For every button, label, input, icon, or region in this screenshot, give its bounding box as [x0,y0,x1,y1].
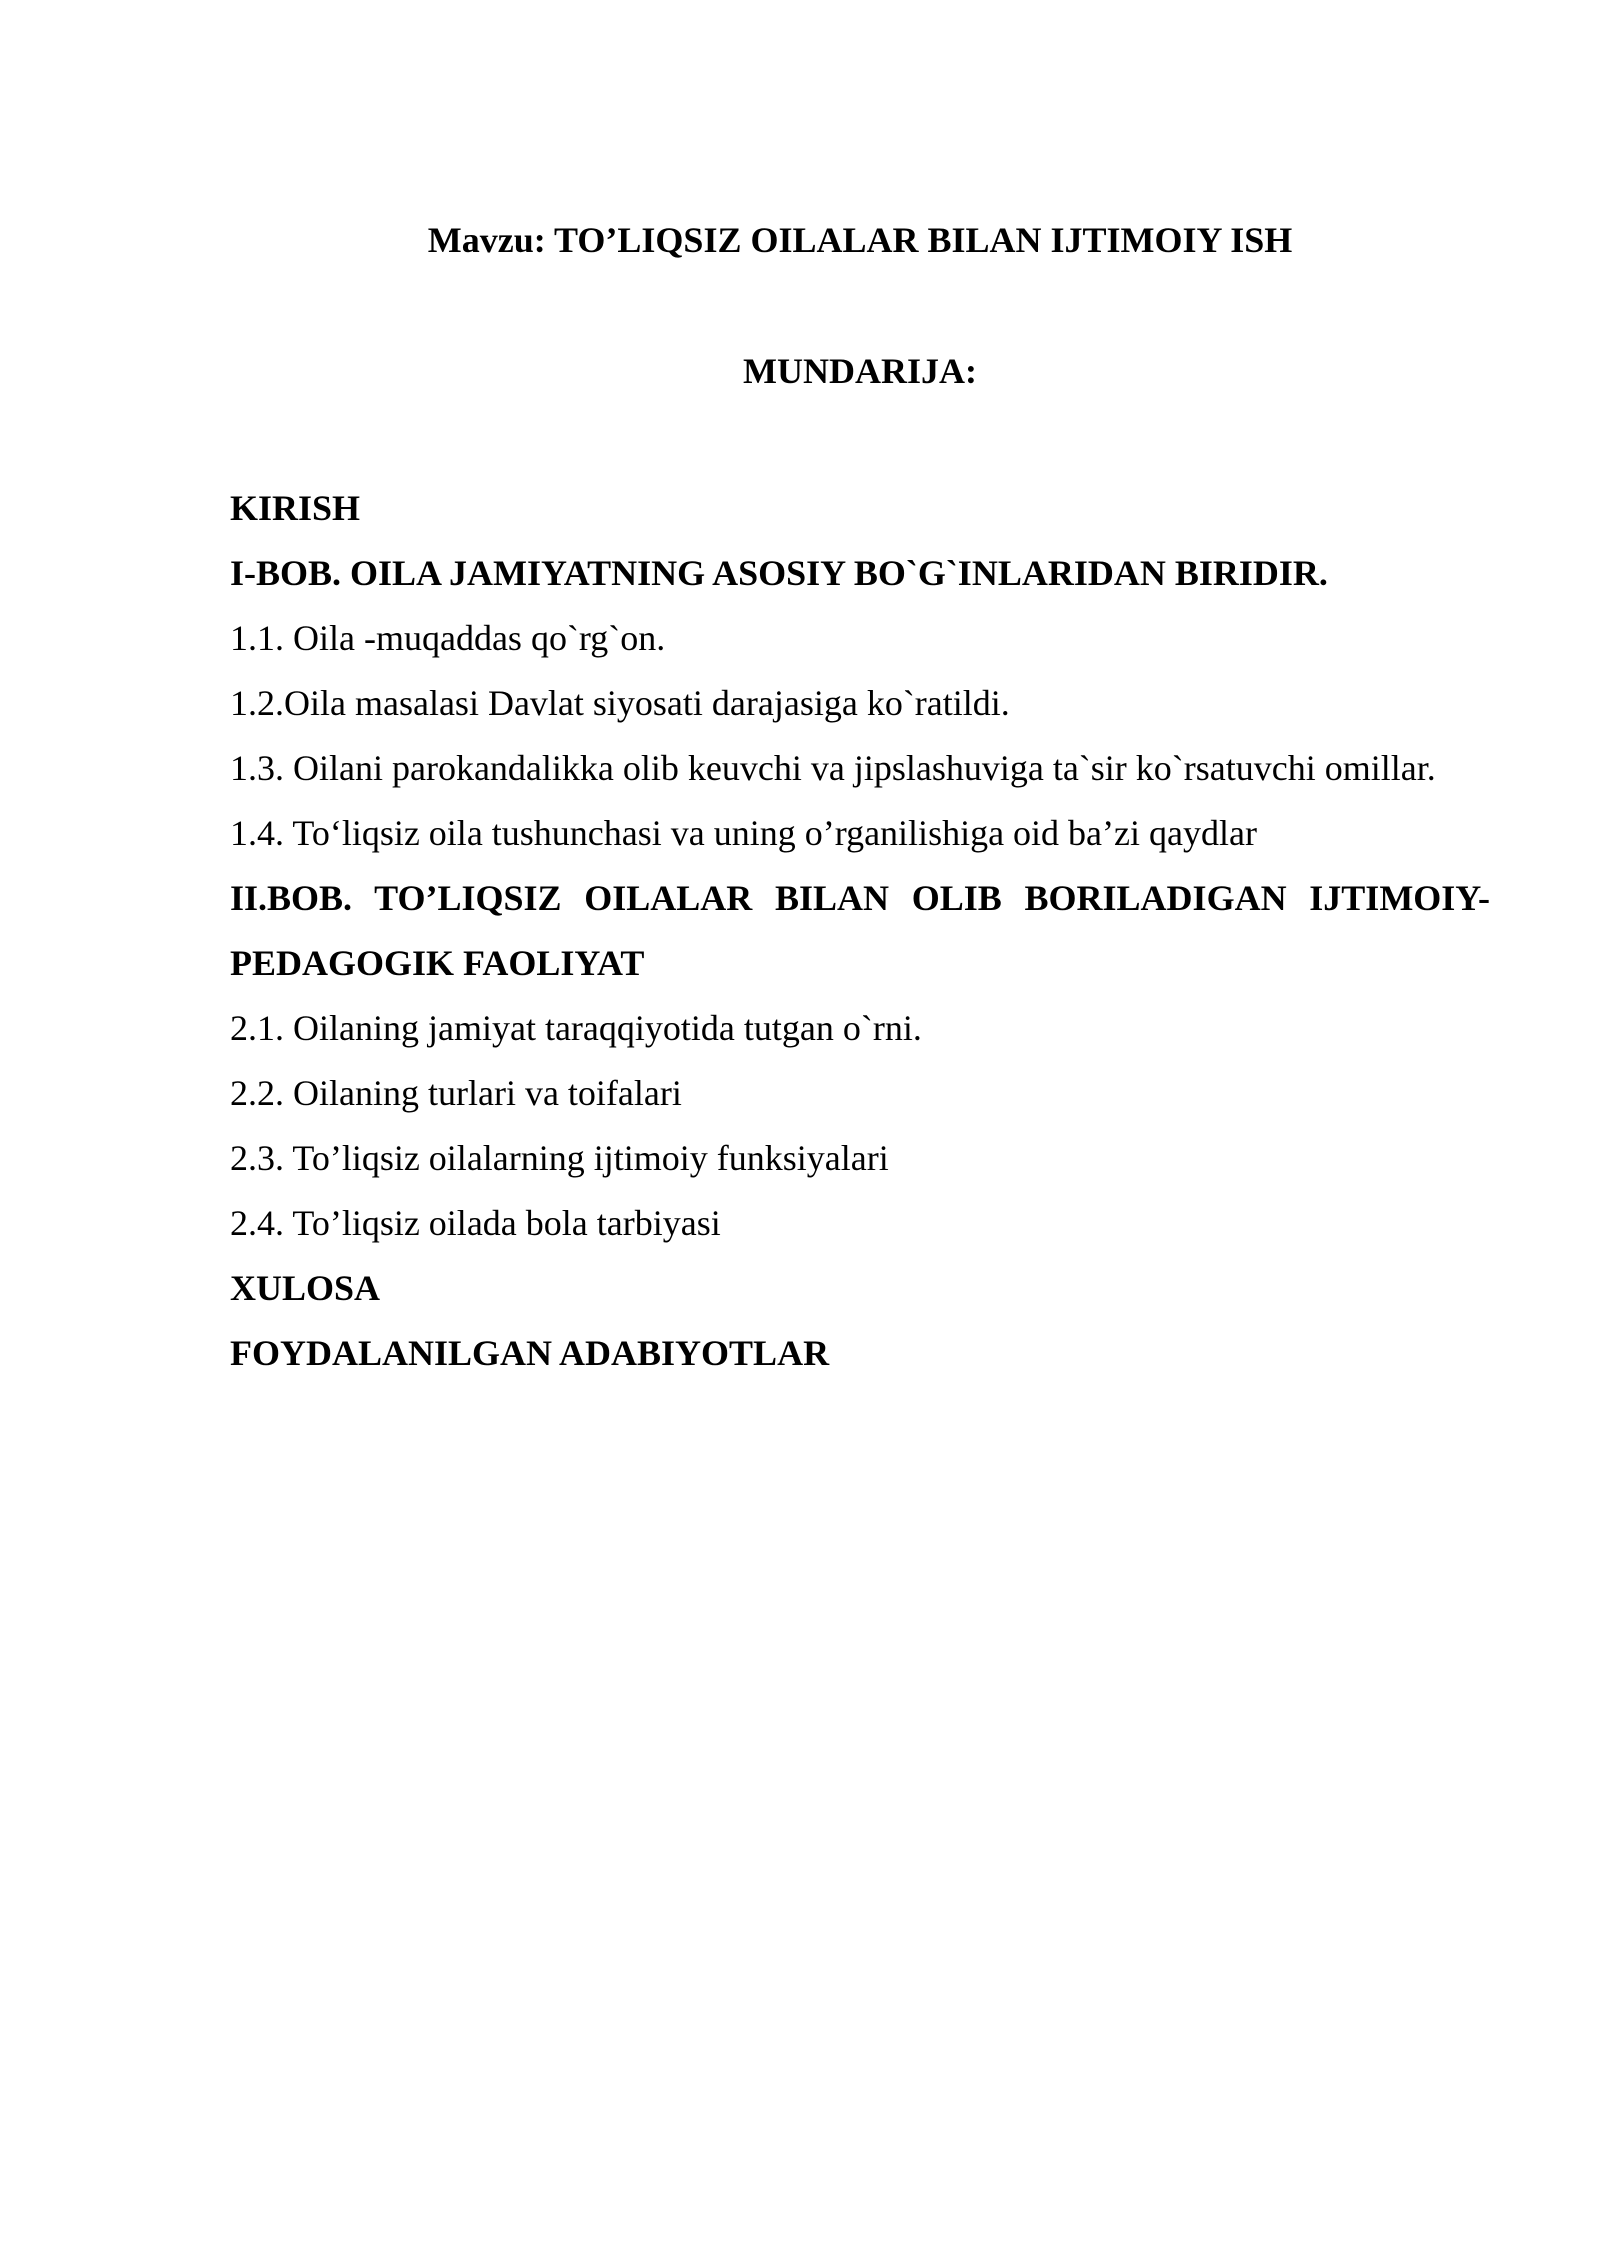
toc-item-1-1: 1.1. Oila -muqaddas qo`rg`on. [230,618,666,658]
toc-item-2-1: 2.1. Oilaning jamiyat taraqqiyotida tutgan o`rni. [230,1008,922,1048]
toc-heading: MUNDARIJA: [743,351,977,391]
toc-item-2-3: 2.3. To’liqsiz oilalarning ijtimoiy funksiyalari [230,1138,889,1178]
toc-item-chapter-1: I-BOB. OILA JAMIYATNING ASOSIY BO`G`INLARIDAN BIRIDIR. [230,553,1328,593]
toc-item-kirish: KIRISH [230,488,361,528]
page-title: Mavzu: TO’LIQSIZ OILALAR BILAN IJTIMOIY ISH [427,220,1293,260]
toc-item-2-2: 2.2. Oilaning turlari va toifalari [230,1073,682,1113]
toc-item-2-4: 2.4. To’liqsiz oilada bola tarbiyasi [230,1203,721,1243]
toc-item-chapter-2: II.BOB. TO’LIQSIZ OILALAR BILAN OLIB BORILADIGAN IJTIMOIY-PEDAGOGIK FAOLIYAT [230,878,1490,983]
toc-item-1-2: 1.2.Oila masalasi Davlat siyosati darajasiga ko`ratildi. [230,683,1010,723]
toc-item-1-4: 1.4. To‘liqsiz oila tushunchasi va uning o’rganilishiga oid ba’zi qaydlar [230,813,1257,853]
toc-item-xulosa: XULOSA [230,1268,381,1308]
table-of-contents [230,476,1490,1386]
toc-item-1-3: 1.3. Oilani parokandalikka olib keuvchi va jipslashuviga ta`sir ko`rsatuvchi omillar. [230,748,1436,788]
toc-item-references: FOYDALANILGAN ADABIYOTLAR [230,1333,830,1373]
